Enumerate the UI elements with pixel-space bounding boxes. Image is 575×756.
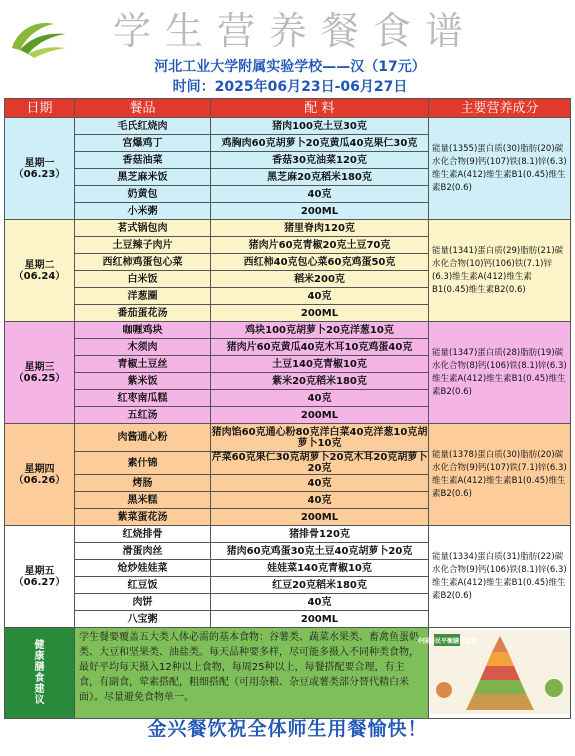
dish-name: 土豆辣子肉片	[75, 237, 211, 254]
dish-ingredients: 稻米200克	[211, 271, 429, 288]
dish-ingredients: 40克	[211, 390, 429, 407]
health-advice-label	[5, 628, 75, 719]
dish-name: 八宝粥	[75, 611, 211, 628]
health-label-line: 健康	[34, 640, 67, 662]
dish-ingredients: 200ML	[211, 509, 429, 526]
dish-name: 白米饭	[75, 271, 211, 288]
day-name: 星期三	[24, 361, 55, 373]
page-title: 学生营养餐食谱	[112, 9, 477, 53]
dish-ingredients: 200ML	[211, 305, 429, 322]
dish-ingredients: 40克	[211, 492, 429, 509]
dish-ingredients: 紫米20克稻米180克	[211, 373, 429, 390]
page-header	[0, 0, 575, 100]
day-cell	[5, 220, 75, 322]
dish-name: 小米粥	[75, 203, 211, 220]
nutrition-info: 能量(1334)蛋白质(31)脂肪(22)碳水化合物(9)钙(106)铁(8.1)锌(6.3)维生素A(412)维生素B1(0.45)维生素B2(0.6)	[429, 526, 571, 628]
dish-name: 五红汤	[75, 407, 211, 424]
dish-ingredients: 40克	[211, 475, 429, 492]
dish-ingredients: 200ML	[211, 611, 429, 628]
day-date: （06.27）	[13, 576, 66, 588]
dish-name: 木须肉	[75, 339, 211, 356]
nutrition-info: 能量(1341)蛋白质(29)脂肪(21)碳水化合物(10)钙(106)铁(7.1)锌(6.3)维生素A(412)维生素B1(0.45)维生素B2(0.6)	[429, 220, 571, 322]
dish-ingredients: 200ML	[211, 203, 429, 220]
dish-ingredients: 红豆20克稻米180克	[211, 577, 429, 594]
dish-name: 青椒土豆丝	[75, 356, 211, 373]
dish-name: 肉酱通心粉	[75, 424, 211, 452]
pyramid-caption: 中国居民平衡膳食宝塔	[416, 637, 477, 645]
nutrition-info: 能量(1378)蛋白质(30)脂肪(20)碳水化合物(9)钙(107)铁(7.1)锌(6.3)维生素A(412)维生素B1(0.45)维生素B2(0.6)	[429, 424, 571, 526]
dish-name: 紫菜蛋花汤	[75, 509, 211, 526]
dish-name: 香菇油菜	[75, 152, 211, 169]
menu-body	[5, 118, 571, 628]
day-name: 星期二	[24, 259, 55, 271]
menu-header-row	[5, 99, 571, 118]
dish-name: 黑芝麻米饭	[75, 169, 211, 186]
dish-ingredients: 香菇30克油菜120克	[211, 152, 429, 169]
health-advice-text: 学生餐要覆盖五大类人体必需的基本食物：谷薯类、蔬菜水果类、畜禽鱼蛋奶类、大豆和坚果类、油盐类。每天品种要多样，尽可能多摄入不同种类食物，最好平均每天摄入12种以上食物，每周25种以上，每餐搭配要合理，有主食，有副食，荤素搭配，粗细搭配（可用杂粮、杂豆或薯类部分替代精白米面）。尽量避免食物单一。	[75, 628, 429, 719]
menu-row	[5, 526, 571, 543]
dish-name: 红豆饭	[75, 577, 211, 594]
dish-ingredients: 土豆140克青椒10克	[211, 356, 429, 373]
menu-period: 时间：2025年06月23日-06月27日	[172, 79, 408, 95]
dish-name: 毛氏红烧肉	[75, 118, 211, 135]
dish-ingredients: 猪肉片60克黄瓜40克木耳10克鸡蛋40克	[211, 339, 429, 356]
health-label-line: 建议	[34, 684, 67, 706]
dish-ingredients: 猪肉60克鸡蛋30克土豆40克胡萝卜20克	[211, 543, 429, 560]
dish-name: 茗式锅包肉	[75, 220, 211, 237]
health-advice-row	[5, 628, 571, 719]
dish-name: 番茄蛋花汤	[75, 305, 211, 322]
dish-ingredients: 鸡胸肉60克胡萝卜20克黄瓜40克果仁30克	[211, 135, 429, 152]
dish-ingredients: 200ML	[211, 407, 429, 424]
menu-row	[5, 118, 571, 135]
food-pyramid-icon	[416, 630, 570, 714]
day-name: 星期四	[24, 463, 55, 475]
nutrition-column-header: 主要营养成分	[429, 99, 571, 118]
dish-name: 素什锦	[75, 452, 211, 475]
dish-name: 烤肠	[75, 475, 211, 492]
dish-ingredients: 黑芝麻20克稻米180克	[211, 169, 429, 186]
dish-name: 咖喱鸡块	[75, 322, 211, 339]
day-date: （06.23）	[13, 168, 66, 180]
food-pyramid-cell	[416, 628, 571, 719]
day-cell	[5, 118, 75, 220]
leaf-logo-icon	[8, 14, 70, 62]
day-date: （06.26）	[13, 474, 66, 486]
day-cell	[5, 424, 75, 526]
menu-table	[4, 98, 571, 719]
dish-ingredients: 猪肉馅60克通心粉80克洋白菜40克洋葱10克胡萝卜10克	[211, 424, 429, 452]
dish-ingredients: 鸡块100克胡萝卜20克洋葱10克	[211, 322, 429, 339]
ingredients-column-header: 配 料	[211, 99, 429, 118]
dish-name: 宫爆鸡丁	[75, 135, 211, 152]
menu-row	[5, 220, 571, 237]
dish-ingredients: 猪里脊肉120克	[211, 220, 429, 237]
dish-ingredients: 猪肉100克土豆30克	[211, 118, 429, 135]
dish-ingredients: 西红柿40克包心菜60克鸡蛋50克	[211, 254, 429, 271]
school-name: 河北工业大学附属实验学校——汉（17元）	[154, 59, 426, 75]
dish-ingredients: 猪排骨120克	[211, 526, 429, 543]
dish-name: 奶黄包	[75, 186, 211, 203]
dish-ingredients: 猪肉片60克青椒20克土豆70克	[211, 237, 429, 254]
day-date: （06.25）	[13, 372, 66, 384]
day-cell	[5, 526, 75, 628]
dish-name: 红烧排骨	[75, 526, 211, 543]
dish-name: 紫米饭	[75, 373, 211, 390]
dish-name: 肉饼	[75, 594, 211, 611]
dish-name: 黑米糕	[75, 492, 211, 509]
dish-ingredients: 40克	[211, 594, 429, 611]
dish-name: 洋葱圈	[75, 288, 211, 305]
menu-row	[5, 322, 571, 339]
footer-greeting: 金兴餐饮祝全体师生用餐愉快！	[147, 718, 428, 740]
nutrition-info: 能量(1355)蛋白质(30)脂肪(20)碳水化合物(9)钙(107)铁(8.1)锌(6.3)维生素A(412)维生素B1(0.45)维生素B2(0.6)	[429, 118, 571, 220]
dish-ingredients: 芹菜60克果仁30克胡萝卜20克木耳20克胡萝卜20克	[211, 452, 428, 474]
dish-name: 红枣南瓜糕	[75, 390, 211, 407]
dish-name: 西红柿鸡蛋包心菜	[75, 254, 211, 271]
date-column-header: 日期	[5, 99, 75, 118]
menu-row	[5, 424, 571, 452]
nutrition-info: 能量(1347)蛋白质(28)脂肪(19)碳水化合物(8)钙(106)铁(8.1)锌(6.3)维生素A(412)维生素B1(0.45)维生素B2(0.6)	[429, 322, 571, 424]
day-date: （06.24）	[13, 270, 66, 282]
dish-ingredients: 娃娃菜140克青椒10克	[211, 560, 429, 577]
dish-column-header: 餐品	[75, 99, 211, 118]
health-label-line: 膳食	[34, 662, 67, 684]
day-name: 星期五	[24, 565, 55, 577]
day-cell	[5, 322, 75, 424]
dish-name: 炝炒娃娃菜	[75, 560, 211, 577]
day-name: 星期一	[24, 157, 55, 169]
dish-ingredients: 40克	[211, 288, 429, 305]
dish-name: 滑蛋肉丝	[75, 543, 211, 560]
dish-ingredients: 40克	[211, 186, 429, 203]
